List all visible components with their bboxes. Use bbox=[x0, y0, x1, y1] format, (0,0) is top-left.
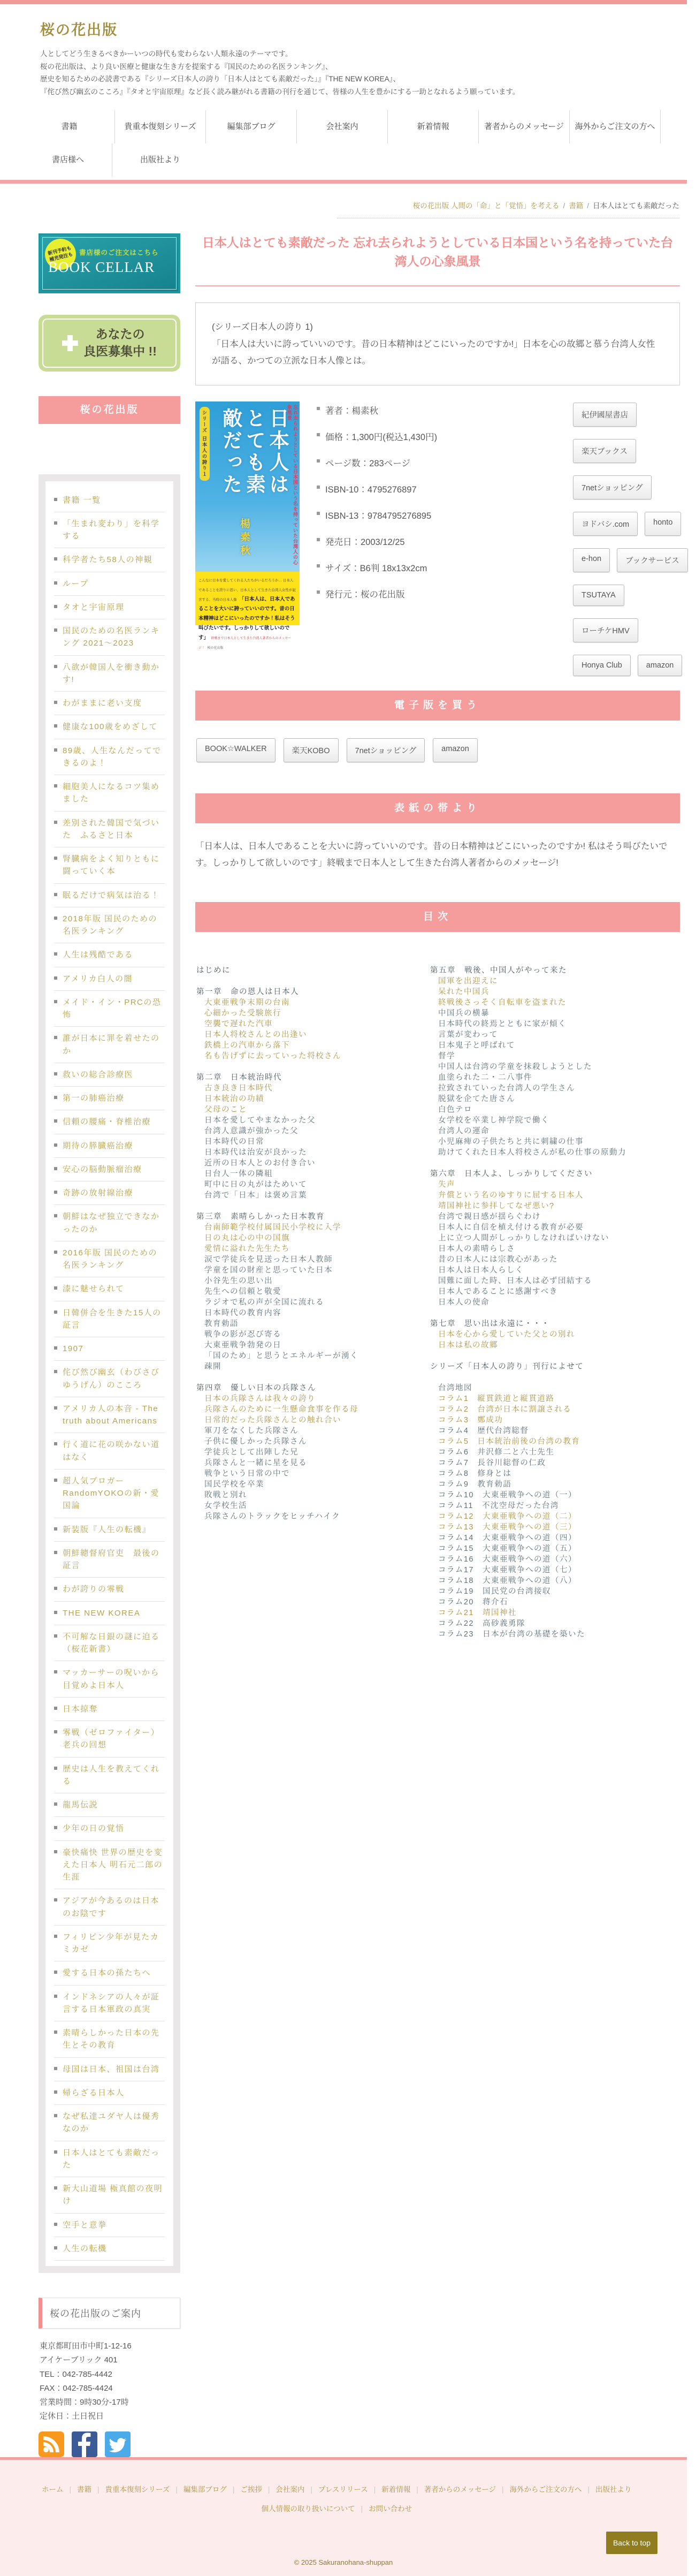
toc-entry[interactable]: 愛情に溢れた先生たち bbox=[204, 1245, 290, 1254]
cover-obi-band bbox=[195, 572, 300, 650]
footer-nav-row1 bbox=[0, 2483, 687, 2494]
toc-entry: 小谷先生の思い出 bbox=[204, 1277, 273, 1286]
toc-entry[interactable]: 兵隊さんのために一生懸命食事を作る母 bbox=[204, 1405, 358, 1414]
series-note: (シリーズ日本人の誇り 1) bbox=[212, 322, 313, 332]
toc-entry: 疎開 bbox=[204, 1362, 221, 1372]
toc-entry: 日本人の使命 bbox=[438, 1298, 490, 1307]
toc-entry: 日本を愛してやまなかった父 bbox=[204, 1116, 316, 1125]
toc-entry: コラム23 日本が台湾の基礎を築いた bbox=[438, 1630, 585, 1639]
sidebar-book-item[interactable]: 母国は日本、祖国は台湾 bbox=[54, 2058, 165, 2081]
sidebar-book-item[interactable]: 健康な100歳をめざして bbox=[54, 715, 165, 739]
toc-entry[interactable]: 弁償という名のゆすりに屈する日本人 bbox=[438, 1191, 584, 1200]
store-button-row bbox=[573, 439, 696, 463]
main-nav-row1 bbox=[24, 110, 661, 143]
store-button[interactable]: Honya Club bbox=[573, 655, 631, 676]
publisher-address: 東京都町田市中町1-12-16 アイケーブリック 401 TEL：042-785-4442 FAX：042-785-4424 営業時間：9時30分-17時 定休日：土日祝日 bbox=[40, 2342, 132, 2421]
sidebar-book-item[interactable]: 新装版『人生の転機』 bbox=[54, 1518, 165, 1542]
pink-divider bbox=[0, 180, 687, 184]
toc-entry: コラム10 大東亜戦争への道（一） bbox=[438, 1491, 577, 1500]
toc-entry: 学童を国の財産と思っていた日本 bbox=[204, 1266, 333, 1275]
toc-entry: コラム18 大東亜戦争への道（八） bbox=[438, 1577, 577, 1586]
cover-author: 楊素秋 bbox=[239, 518, 250, 559]
breadcrumb-separator: / bbox=[587, 201, 589, 210]
toc-entry[interactable]: 台南師範学校付属国民小学校に入学 bbox=[204, 1223, 341, 1232]
toc-entry: コラム17 大東亜戦争への道（七） bbox=[438, 1566, 577, 1575]
sidebar-book-item[interactable]: 龍馬伝説 bbox=[54, 1793, 165, 1817]
sidebar-book-item[interactable]: マッカーサーの呪いから目覚めよ日本人 bbox=[54, 1661, 165, 1698]
toc-entry: 日本時代は治安が良かった bbox=[204, 1148, 307, 1157]
sidebar-book-item[interactable]: 零戦（ゼロファイター）老兵の回想 bbox=[54, 1721, 165, 1757]
toc-entry[interactable]: 鉄橋上の汽車から落下 bbox=[204, 1041, 290, 1050]
footer-nav-item: 海外からご注文の方へ | bbox=[509, 2485, 590, 2494]
site-header bbox=[0, 4, 687, 99]
footer-nav-item: お問い合わせ bbox=[369, 2504, 412, 2513]
toc-entry: 戦争の影が忍び寄る bbox=[204, 1330, 281, 1339]
toc-entry: 日本人に自信を植え付ける教育が必要 bbox=[438, 1223, 584, 1232]
footer-nav-item: ホーム | bbox=[41, 2485, 71, 2494]
sidebar-book-item[interactable]: 朝鮮はなぜ独立できなかったのか bbox=[54, 1205, 165, 1241]
book-cellar-badge: 新刊予約も 補充発注も bbox=[42, 235, 79, 272]
store-button-row bbox=[573, 512, 696, 536]
sidebar-book-item[interactable]: メイド・イン・PRCの恐怖 bbox=[54, 991, 165, 1027]
footer-nav-item: 出版社より bbox=[595, 2485, 632, 2494]
toc-entry[interactable]: コラム13 大東亜戦争への道（三） bbox=[438, 1523, 577, 1532]
breadcrumb-separator: / bbox=[563, 201, 565, 210]
book-detail-list bbox=[317, 404, 531, 688]
toc-entry: 女学校を卒業し神学院で働く bbox=[438, 1116, 549, 1125]
toc-entry: 上に立つ人間がしっかりしなければいけない bbox=[438, 1234, 609, 1243]
nav-item[interactable]: 書店様へ bbox=[24, 143, 112, 177]
nav-item[interactable]: 会社案内 bbox=[297, 110, 388, 143]
facebook-icon[interactable] bbox=[72, 2431, 97, 2457]
store-button-row bbox=[573, 618, 696, 642]
sidebar-book-item[interactable]: 侘び然び幽玄（わびさびゆうげん）のこころ bbox=[54, 1361, 165, 1397]
toc-entry: 日本鬼子と呼ばれて bbox=[438, 1041, 515, 1050]
sidebar-book-item[interactable]: 信頼の腰痛・脊椎治療 bbox=[54, 1110, 165, 1134]
section-obi-banner: 表紙の帯より bbox=[195, 793, 680, 823]
site-logo[interactable]: 桜の花出版 bbox=[40, 22, 118, 38]
toc-entry: 日台人一体の隣組 bbox=[204, 1170, 273, 1179]
store-button[interactable]: honto bbox=[645, 512, 681, 536]
toc-entry[interactable]: 古き良き日本時代 bbox=[204, 1084, 273, 1093]
toc-entry: 第五章 戦後、中国人がやって来た bbox=[430, 966, 567, 975]
toc-entry: 教育勅語 bbox=[204, 1320, 239, 1329]
sidebar-book-item[interactable]: 愛する日本の孫たちへ bbox=[54, 1961, 165, 1985]
footer-nav-item: プレスリリース | bbox=[318, 2485, 376, 2494]
breadcrumb-home-link[interactable]: 桜の花出版 人間の「命」と「覚悟」を考える bbox=[412, 201, 560, 210]
twitter-icon[interactable] bbox=[105, 2431, 131, 2457]
sidebar-book-item[interactable]: 漆に魅せられて bbox=[54, 1277, 165, 1301]
toc-entry[interactable]: 日本統治の功績 bbox=[204, 1095, 264, 1104]
toc-entry[interactable]: 空襲で遅れた汽車 bbox=[204, 1020, 273, 1029]
ebook-buttons bbox=[196, 738, 680, 762]
book-detail-item: 発売日：2003/12/25 bbox=[317, 535, 531, 548]
store-button-row bbox=[573, 475, 696, 499]
toc-entry: 台湾人の運命 bbox=[438, 1127, 490, 1136]
toc-entry[interactable]: コラム3 鄭成功 bbox=[438, 1416, 503, 1425]
toc-entry[interactable]: 日の丸は心の中の国旗 bbox=[204, 1234, 290, 1243]
nav-item[interactable]: 編集部ブログ bbox=[206, 110, 297, 143]
store-button[interactable]: ヨドバシ.com bbox=[573, 512, 638, 536]
main-content bbox=[195, 233, 680, 1640]
footer-nav-item: 書籍 | bbox=[77, 2485, 100, 2494]
sidebar-book-item[interactable]: THE NEW KOREA bbox=[54, 1602, 165, 1625]
site-tagline: 人としてどう生きるべきかーいつの時代も変わらない人類永遠のテーマです。 桜の花出版は、より良い医療と健康な生き方を提案する『国民のための名医ランキング』、 歴史を知るための必読書である『シリーズ日本人の誇り「日本人はとても素敵だった」』『THE NEW KOREA』、 『侘び然び幽玄のこころ』『タオと宇宙原理』など長く読み継がれる書籍の刊行を通じて、皆様の人生を豊かにする一助となれるよう願っています。 bbox=[40, 50, 520, 96]
toc-entry: ラジオで私の声が全国に流れる bbox=[204, 1298, 324, 1307]
sidebar-book-item[interactable]: 書籍 一覧 bbox=[54, 489, 165, 512]
footer-nav-item: ご挨拶 | bbox=[240, 2485, 270, 2494]
toc-entry: 小児麻痺の子供たちと共に刺繍の仕事 bbox=[438, 1138, 584, 1147]
ebook-store-button[interactable]: amazon bbox=[433, 738, 478, 762]
toc-entry: 近所の日本人とのお付き合い bbox=[204, 1159, 316, 1168]
toc-entry: 子供に優しかった兵隊さん bbox=[204, 1437, 307, 1446]
store-button[interactable]: TSUTAYA bbox=[573, 585, 624, 606]
sidebar-book-item[interactable]: 帰らざる日本人 bbox=[54, 2081, 165, 2105]
nav-item[interactable]: 書籍 bbox=[24, 110, 115, 143]
toc-entry: 第七章 思い出は永遠に・・・ bbox=[430, 1320, 550, 1329]
toc-entry[interactable]: 国軍を出迎えに bbox=[438, 977, 498, 986]
toc-entry[interactable]: 父母のこと bbox=[204, 1105, 247, 1115]
page-title: 日本人はとても素敵だった 忘れ去られようとしている日本国という名を持っていた台湾人の心象風景 bbox=[202, 235, 674, 269]
toc-entry: 血塗られた二・二八事件 bbox=[438, 1073, 532, 1082]
breadcrumb-books-link[interactable]: 書籍 bbox=[569, 201, 584, 210]
sidebar-book-item[interactable]: 朝鮮總督府官吏 最後の証言 bbox=[54, 1542, 165, 1578]
toc-entry: 第六章 日本人よ、しっかりしてください bbox=[430, 1170, 593, 1179]
toc-entry[interactable]: 日本の兵隊さんは我々の誇り bbox=[204, 1395, 316, 1404]
toc-entry: シリーズ「日本人の誇り」刊行によせて bbox=[430, 1362, 584, 1372]
series-description: 「日本人は大いに誇っていいのです。昔の日本精神はどこにいったのですか!」日本を心の故郷と慕う台湾人女性が語る、かつての立派な日本人像とは。 bbox=[212, 339, 655, 366]
toc-entry: 第三章 素晴らしかった日本教育 bbox=[196, 1213, 325, 1222]
social-icons bbox=[39, 2431, 180, 2457]
title-rule bbox=[195, 285, 680, 286]
toc-entry: 日本時代の教育内容 bbox=[204, 1309, 281, 1318]
section-ebook-banner: 電子版を買う bbox=[195, 691, 680, 721]
toc-entry[interactable]: 呆れた中国兵 bbox=[438, 988, 490, 997]
toc-entry: 台湾で「日本」は褒め言葉 bbox=[204, 1191, 307, 1200]
toc-right-column bbox=[430, 954, 626, 1640]
toc-entry[interactable]: 日本は私の故郷 bbox=[438, 1341, 498, 1350]
sidebar-book-item[interactable]: 日本掠奪 bbox=[54, 1698, 165, 1721]
nav-item[interactable]: 貴重本復刻シリーズ bbox=[115, 110, 206, 143]
sidebar-book-item[interactable]: 八欲が韓国人を衝き動かす! bbox=[54, 656, 165, 692]
book-detail-item: 価格：1,300円(税込1,430円) bbox=[317, 430, 531, 443]
toc-entry: 日本人の素晴らしさ bbox=[438, 1245, 515, 1254]
medical-cross-icon bbox=[62, 335, 78, 351]
book-detail-item: 発行元：桜の花出版 bbox=[317, 587, 531, 600]
toc-entry: 助けてくれた日本人将校さんが私の仕事の原動力 bbox=[438, 1148, 626, 1157]
sidebar-book-item[interactable]: 細胞美人になるコツ集めました bbox=[54, 775, 165, 812]
sidebar-book-item[interactable]: インドネシアの人々が証言する日本軍政の真実 bbox=[54, 1986, 165, 2022]
store-button[interactable]: e-hon bbox=[573, 548, 610, 572]
ebook-store-button[interactable]: 楽天KOBO bbox=[284, 738, 339, 762]
store-button[interactable]: 7netショッピング bbox=[573, 475, 652, 499]
sidebar-book-item[interactable]: わがままに老い支度 bbox=[54, 692, 165, 715]
sidebar-book-item[interactable]: 超人気ブロガーRandomYOKOの新・愛国論 bbox=[54, 1469, 165, 1518]
toc-entry: コラム14 大東亜戦争への道（四） bbox=[438, 1534, 577, 1543]
table-of-contents bbox=[195, 954, 680, 1640]
toc-entry: 町中に日の丸がはためいて bbox=[204, 1180, 307, 1189]
footer-nav-item: 編集部ブログ | bbox=[183, 2485, 235, 2494]
toc-entry[interactable]: コラム5 日本統治前後の台湾の教育 bbox=[438, 1437, 580, 1446]
toc-entry: 軍刀をなくした兵隊さん bbox=[204, 1427, 299, 1436]
toc-entry: 兵隊さんのトラックをヒッチハイク bbox=[204, 1512, 341, 1521]
toc-left-column bbox=[196, 954, 430, 1640]
footer-nav-item: 貴重本復刻シリーズ | bbox=[105, 2485, 178, 2494]
toc-entry: 中国人は台湾の学童を抹殺しようとした bbox=[438, 1063, 592, 1072]
sidebar-book-item[interactable]: 差別された韓国で気づいた ふるさと日本 bbox=[54, 812, 165, 848]
toc-entry[interactable]: 終戦後さっそく自転車を盗まれた bbox=[438, 998, 567, 1007]
book-detail-item: ISBN-13：9784795276895 bbox=[317, 509, 531, 521]
sidebar-book-item[interactable]: 救いの総合診療医 bbox=[54, 1063, 165, 1087]
sidebar-book-item[interactable]: なぜ私達ユダヤ人は優秀なのか bbox=[54, 2105, 165, 2141]
breadcrumb-current: 日本人はとても素敵だった bbox=[593, 201, 679, 210]
store-button-row bbox=[573, 585, 696, 606]
toc-entry[interactable]: 失声 bbox=[438, 1180, 455, 1189]
ebook-store-button[interactable]: 7netショッピング bbox=[347, 738, 425, 762]
sidebar-book-item[interactable]: わが誇りの零戦 bbox=[54, 1578, 165, 1601]
toc-entry: 台湾人意識が強かった父 bbox=[204, 1127, 299, 1136]
back-to-top-button[interactable]: Back to top bbox=[606, 2532, 657, 2554]
store-button-row bbox=[573, 403, 696, 427]
sidebar-book-item[interactable]: 腎臓病をよく知りともに闘っていく本 bbox=[54, 847, 165, 884]
book-cellar-banner[interactable] bbox=[39, 233, 180, 293]
sidebar-book-item[interactable]: タオと宇宙原理 bbox=[54, 596, 165, 619]
toc-entry: 中国兵の横暴 bbox=[438, 1009, 490, 1018]
sidebar-book-item[interactable]: 誰が日本に罪を着せたのか bbox=[54, 1027, 165, 1063]
book-detail-item: サイズ：B6判 18x13x2cm bbox=[317, 561, 531, 574]
store-button-row bbox=[573, 548, 696, 572]
toc-entry: 言葉が変わって bbox=[438, 1031, 498, 1040]
sidebar-book-item[interactable]: 行く道に花の咲かない道はなく bbox=[54, 1433, 165, 1469]
sidebar-book-item[interactable]: 2018年版 国民のための名医ランキング bbox=[54, 907, 165, 944]
sidebar-book-item[interactable]: 科学者たち58人の神観 bbox=[54, 548, 165, 572]
sidebar-book-item[interactable]: 1907 bbox=[54, 1337, 165, 1361]
sidebar-book-item[interactable]: 「生まれ変わり」を科学する bbox=[54, 512, 165, 549]
nav-item[interactable]: 新着情報 bbox=[388, 110, 479, 143]
toc-entry: 拉致されていった台湾人の学生さん bbox=[438, 1084, 575, 1093]
sidebar bbox=[39, 233, 180, 2457]
toc-entry: 第一章 命の恩人は日本人 bbox=[196, 988, 299, 997]
toc-entry: 国難に面した時、日本人は必ず団結する bbox=[438, 1277, 592, 1286]
obi-quote-text: 「日本人は、日本人であることを大いに誇っていいのです。昔の日本精神はどこにいったのですか! 私はそう叫びたいです。しっかりして欲しいのです」終戦まで日本人として生きた台湾人著者からのメッセージ! bbox=[195, 842, 668, 868]
sidebar-book-item[interactable]: 第一の肺癌治療 bbox=[54, 1087, 165, 1110]
toc-entry: 督学 bbox=[438, 1052, 455, 1061]
toc-entry: 台湾地図 bbox=[438, 1384, 472, 1393]
toc-entry: コラム6 井沢修二と六士先生 bbox=[438, 1448, 555, 1457]
toc-entry: はじめに bbox=[196, 966, 231, 975]
toc-entry: コラム4 歴代台湾総督 bbox=[438, 1427, 529, 1436]
sidebar-book-item[interactable]: 国民のための名医ランキング 2021～2023 bbox=[54, 619, 165, 656]
toc-entry: 日本時代の終焉とともに家が傾く bbox=[438, 1020, 567, 1029]
toc-entry: 戦争という日常の中で bbox=[204, 1469, 290, 1479]
book-detail-item: ページ数：283ページ bbox=[317, 456, 531, 469]
toc-entry: コラム8 修身とは bbox=[438, 1469, 512, 1479]
sidebar-book-item[interactable]: 空手と意拳 bbox=[54, 2214, 165, 2237]
sidebar-book-item[interactable]: アメリカ白人の闇 bbox=[54, 967, 165, 991]
toc-entry[interactable]: 名も告げずに去っていった将校さん bbox=[204, 1052, 341, 1061]
good-doctor-recruit-banner[interactable] bbox=[39, 315, 180, 372]
toc-entry[interactable]: 日常的だった兵隊さんとの触れ合い bbox=[204, 1416, 341, 1425]
toc-entry[interactable]: 靖国神社に参拝してなぜ悪い? bbox=[438, 1202, 555, 1211]
sidebar-book-item[interactable]: 新大山道場 極真館の夜明け bbox=[54, 2177, 165, 2214]
top-accent-bar bbox=[0, 0, 687, 4]
cover-series-tab: シリーズ 日本人の誇り１ bbox=[200, 407, 210, 481]
sidebar-book-item[interactable]: 人生の転機 bbox=[54, 2237, 165, 2261]
ebook-store-button[interactable]: BOOK☆WALKER bbox=[196, 738, 276, 762]
toc-entry: 涙で学徒兵を見送った日本人教師 bbox=[204, 1255, 333, 1264]
sidebar-book-item[interactable]: 日本人はとても素敵だった bbox=[54, 2141, 165, 2178]
series-note-box bbox=[195, 302, 680, 386]
toc-entry[interactable]: コラム12 大東亜戦争への道（二） bbox=[438, 1512, 577, 1521]
footer-nav-item: 会社案内 | bbox=[276, 2485, 312, 2494]
store-button[interactable]: ローチケHMV bbox=[573, 618, 638, 642]
sidebar-book-item[interactable]: 人生は残酷である bbox=[54, 943, 165, 967]
toc-entry: 国民学校を卒業 bbox=[204, 1480, 264, 1489]
toc-entry[interactable]: 心細かった受験旅行 bbox=[204, 1009, 281, 1018]
toc-entry: 日本人であることに感謝すべき bbox=[438, 1287, 558, 1297]
toc-entry[interactable]: コラム21 靖国神社 bbox=[438, 1609, 517, 1618]
toc-entry: 第四章 優しい日本の兵隊さん bbox=[196, 1384, 316, 1393]
nav-item[interactable]: 出版社より bbox=[140, 155, 181, 164]
publisher-info-box bbox=[39, 2298, 180, 2457]
footer-nav-item: 新着情報 | bbox=[381, 2485, 418, 2494]
sidebar-book-item[interactable]: 少年の日の覚悟 bbox=[54, 1817, 165, 1840]
sidebar-book-item[interactable]: 期待の膵臓癌治療 bbox=[54, 1134, 165, 1158]
toc-entry[interactable]: コラム1 縦貫鉄道と縦貫道路 bbox=[438, 1395, 555, 1404]
toc-entry: 昔の日本人には宗教心があった bbox=[438, 1255, 558, 1264]
sidebar-book-list-box bbox=[39, 474, 180, 2274]
store-buttons bbox=[573, 401, 680, 688]
toc-entry: 「国のため」と思うとエネルギーが湧く bbox=[204, 1352, 358, 1361]
book-cellar-caption: 書店様のご注文はこちら bbox=[79, 248, 159, 256]
toc-entry: コラム20 蒋介石 bbox=[438, 1598, 508, 1607]
sidebar-book-item[interactable]: 安心の脳動脈瘤治療 bbox=[54, 1158, 165, 1181]
toc-entry: 兵隊さんと一緒に星を見る bbox=[204, 1459, 307, 1468]
toc-entry: コラム22 高砂義勇隊 bbox=[438, 1619, 525, 1628]
toc-entry: コラム7 長谷川総督の仁政 bbox=[438, 1459, 546, 1468]
footer-nav-item: 個人情報の取り扱いについて | bbox=[261, 2504, 363, 2513]
footer-nav-row2 bbox=[0, 2503, 687, 2513]
site-footer bbox=[0, 2457, 687, 2576]
toc-entry[interactable]: 日本を心から愛していた父との別れ bbox=[438, 1330, 575, 1339]
sidebar-book-item[interactable]: アメリカ人の本音 - The truth about Americans bbox=[54, 1397, 165, 1434]
sidebar-book-item[interactable]: 2016年版 国民のための名医ランキング bbox=[54, 1241, 165, 1278]
rss-icon[interactable] bbox=[39, 2431, 64, 2457]
footer-nav-item: 著者からのメッセージ | bbox=[424, 2485, 504, 2494]
sidebar-book-item[interactable]: 不可解な日銀の謎に迫る（桜花新書） bbox=[54, 1625, 165, 1662]
sidebar-book-item[interactable]: 日韓併合を生きた15人の証言 bbox=[54, 1301, 165, 1338]
sidebar-book-list bbox=[54, 489, 165, 2261]
toc-entry: コラム16 大東亜戦争への道（六） bbox=[438, 1555, 577, 1564]
toc-entry: 台湾で親日感が揺らぐわけ bbox=[438, 1213, 541, 1222]
sidebar-book-item[interactable]: フィリピン少年が見たカミカゼ bbox=[54, 1926, 165, 1962]
breadcrumb bbox=[337, 200, 679, 218]
book-detail-item: ISBN-10：4795276897 bbox=[317, 482, 531, 495]
copyright: © 2025 Sakuranohana-shuppan bbox=[294, 2558, 393, 2566]
cover-subtitle: 忘れ去られようとしている日本国という名を持っていた台湾人の心象風景 bbox=[286, 405, 298, 566]
cover-title: 日本人はとても素敵だった bbox=[219, 408, 288, 496]
main-nav bbox=[24, 110, 661, 177]
sidebar-book-item[interactable]: 素晴らしかった日本の先生とその教育 bbox=[54, 2021, 165, 2058]
sidebar-book-item[interactable]: 眠るだけで病気は治る！ bbox=[54, 884, 165, 907]
nav-item[interactable]: 著者からのメッセージ bbox=[479, 110, 570, 143]
toc-entry: 脱獄を企てた唐さん bbox=[438, 1095, 515, 1104]
store-button[interactable]: ブックサービス bbox=[617, 548, 687, 572]
cover-obi-small-text: こんなに日本を愛してくれる人たちがいるだろうか… 日本人であることを誇りに思い、日本人として生きた台湾人女性が証言する、当時の日本人像 bbox=[198, 579, 296, 602]
book-cover-image bbox=[195, 401, 300, 650]
sidebar-book-item[interactable]: 89歳、人生なんだってできるのよ！ bbox=[54, 739, 165, 776]
store-button[interactable]: 楽天ブックス bbox=[573, 439, 636, 463]
store-button[interactable]: amazon bbox=[638, 655, 683, 676]
publisher-info-title: 桜の花出版のご案内 bbox=[39, 2298, 180, 2329]
sidebar-book-item[interactable]: 奇跡の放射線治療 bbox=[54, 1181, 165, 1205]
good-doctor-recruit-label: あなたの 良医募集中 !! bbox=[83, 327, 157, 358]
store-button[interactable]: 紀伊國屋書店 bbox=[573, 403, 637, 427]
toc-entry: 大東亜戦争勃発の日 bbox=[204, 1341, 281, 1350]
toc-entry: コラム19 国民党の台湾接収 bbox=[438, 1587, 551, 1596]
sidebar-book-item[interactable]: ループ bbox=[54, 572, 165, 596]
toc-entry: 第二章 日本統治時代 bbox=[196, 1073, 282, 1082]
toc-entry: 白色テロ bbox=[438, 1105, 472, 1115]
toc-entry: コラム15 大東亜戦争への道（五） bbox=[438, 1544, 577, 1554]
sidebar-book-item[interactable]: 歴史は人生を教えてくれる bbox=[54, 1757, 165, 1794]
store-button-row bbox=[573, 655, 696, 676]
toc-entry: 女学校生活 bbox=[204, 1502, 247, 1511]
book-detail-item: 著者：楊素秋 bbox=[317, 404, 531, 416]
toc-entry: 敗戦と別れ bbox=[204, 1491, 247, 1500]
toc-entry: コラム9 教育勅語 bbox=[438, 1480, 512, 1489]
toc-entry[interactable]: 日本人将校さんとの出逢い bbox=[204, 1031, 307, 1040]
cover-obi-quote: 「日本人は、日本人であることを大いに誇っていいのです。昔の日本精神はどこにいったのですか！私はそう叫びたいです。しっかりして欲しいのです」 bbox=[198, 596, 295, 641]
toc-entry: 日本時代の日常 bbox=[204, 1138, 264, 1147]
toc-entry: 先生への信頼と敬愛 bbox=[204, 1287, 281, 1297]
nav-item[interactable]: 海外からご注文の方へ bbox=[570, 110, 661, 143]
book-cellar-title: BOOK CELLAR bbox=[48, 259, 155, 275]
sidebar-title-bar: 桜の花出版 bbox=[39, 396, 180, 424]
toc-entry: コラム11 不沈空母だった台湾 bbox=[438, 1502, 559, 1511]
main-nav-row2 bbox=[24, 143, 661, 177]
toc-entry[interactable]: コラム2 台湾が日本に割譲される bbox=[438, 1405, 572, 1414]
toc-entry[interactable]: 大東亜戦争末期の台南 bbox=[204, 998, 290, 1007]
toc-entry: 日本人は日本人らしく bbox=[438, 1266, 524, 1275]
sidebar-book-item[interactable]: アジアが今あるのは日本のお陰です bbox=[54, 1889, 165, 1926]
toc-entry: 学徒兵として出陣した兄 bbox=[204, 1448, 299, 1457]
section-toc-banner: 目次 bbox=[195, 902, 680, 932]
sidebar-book-item[interactable]: 豪快痛快 世界の歴史を変えた日本人 明石元二郎の生涯 bbox=[54, 1841, 165, 1890]
cover-obi-tail: 終戦まで日本人として生きた台湾人著者からのメッセージ！ bbox=[198, 637, 292, 650]
cover-obi-publisher: 桜の花出版 bbox=[207, 647, 224, 650]
